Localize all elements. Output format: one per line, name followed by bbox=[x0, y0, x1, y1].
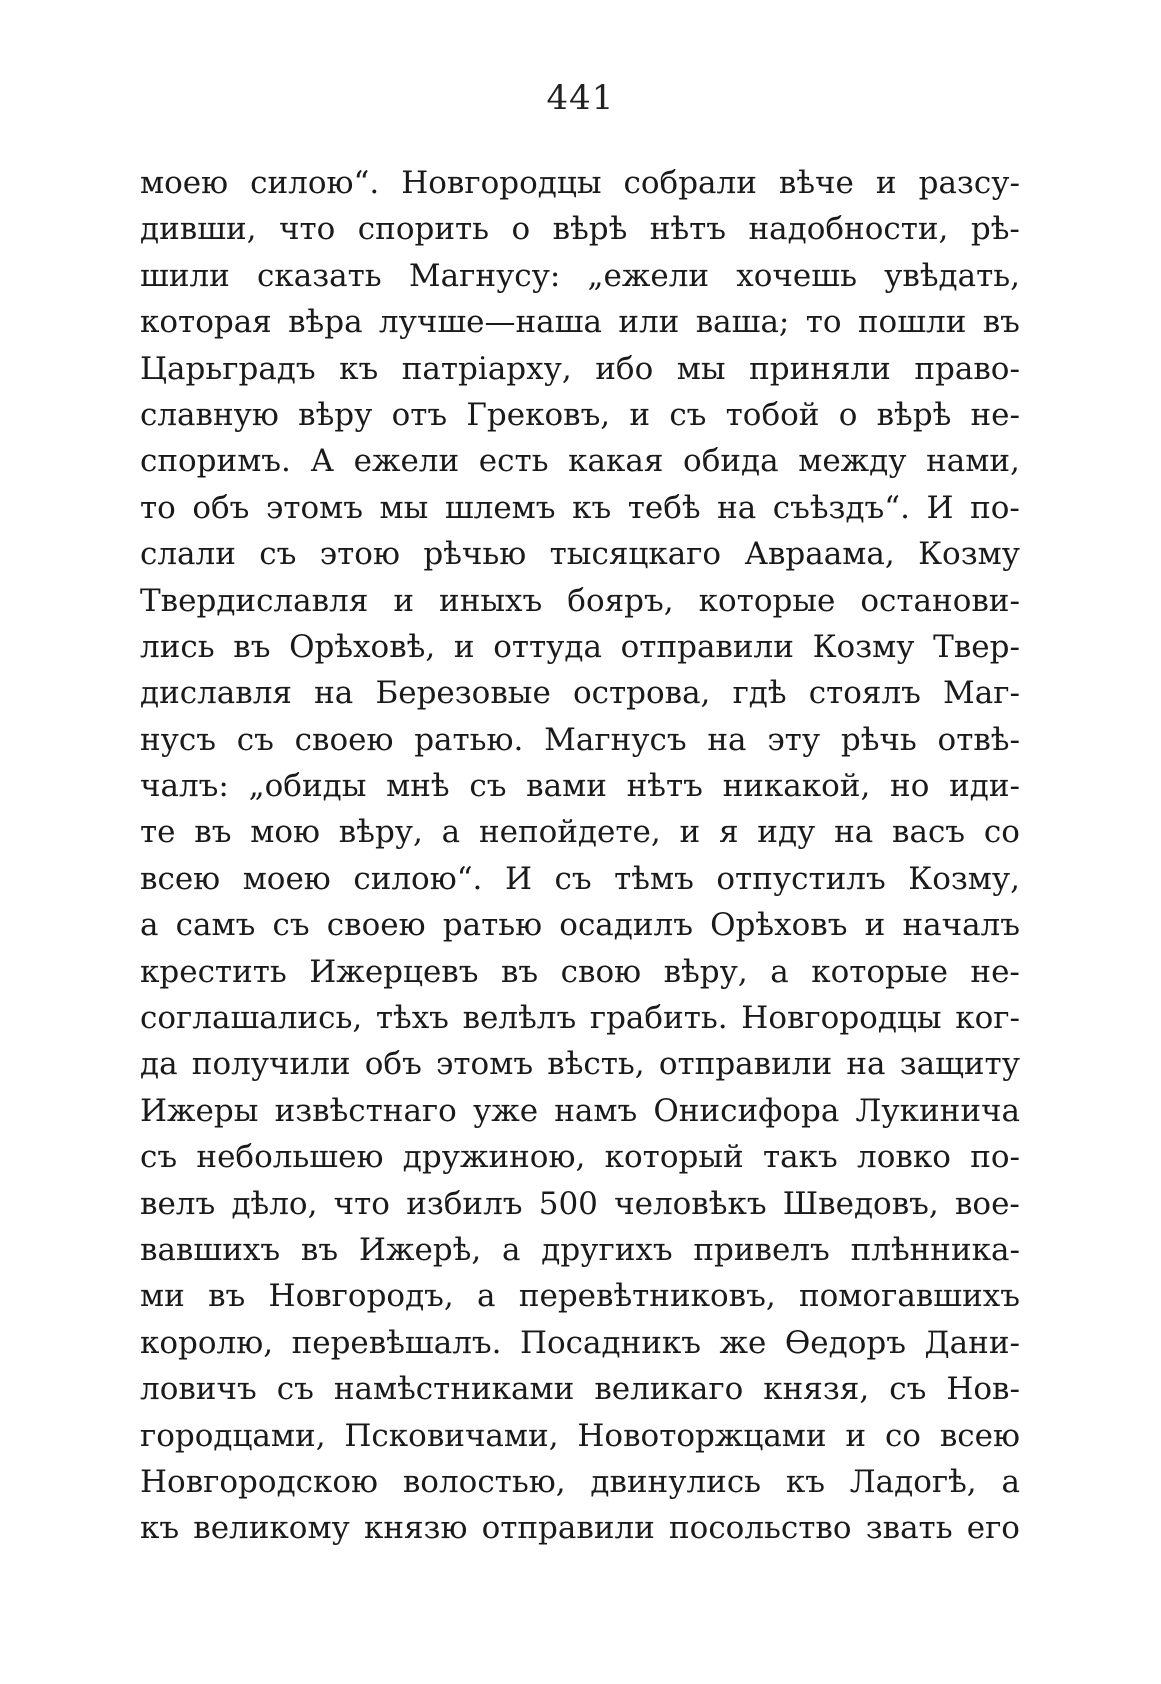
word: другихъ bbox=[541, 1231, 673, 1268]
word: въ bbox=[982, 304, 1020, 341]
word: защиту bbox=[899, 1046, 1020, 1083]
word: гдѣ bbox=[732, 675, 787, 712]
word: и bbox=[845, 1417, 867, 1454]
word: Маг- bbox=[943, 675, 1020, 712]
word: никакой, bbox=[722, 768, 871, 805]
word: те bbox=[140, 814, 176, 851]
word: въ bbox=[500, 953, 539, 990]
text-line bbox=[140, 1088, 1020, 1134]
word: и bbox=[629, 396, 651, 433]
word: человѣкъ bbox=[614, 1185, 767, 1222]
word: а bbox=[441, 814, 461, 851]
word: въ bbox=[208, 1278, 246, 1315]
word: Орѣховѣ, bbox=[289, 628, 436, 665]
word: на bbox=[717, 489, 757, 526]
word: нѣтъ bbox=[649, 211, 727, 248]
word: началъ bbox=[902, 907, 1020, 944]
text-line bbox=[140, 1505, 1020, 1551]
word: есть bbox=[478, 443, 549, 480]
word: не- bbox=[970, 396, 1020, 433]
word: и bbox=[875, 165, 897, 201]
word: И bbox=[504, 860, 532, 897]
word: Посадникъ bbox=[519, 1324, 702, 1361]
word: иду bbox=[757, 814, 816, 851]
word: шлемъ bbox=[444, 489, 556, 526]
word: Новоторжцами bbox=[577, 1417, 827, 1454]
word: нами, bbox=[926, 443, 1020, 480]
word: двинулись bbox=[590, 1463, 762, 1500]
word: небольшею bbox=[196, 1139, 384, 1176]
word: вѣче bbox=[778, 165, 854, 201]
text-line bbox=[140, 995, 1020, 1041]
text-line bbox=[140, 346, 1020, 392]
word: чалъ: bbox=[140, 768, 229, 805]
text-line bbox=[140, 299, 1020, 345]
word: соглашались, bbox=[140, 1000, 363, 1037]
word: диславля bbox=[140, 675, 292, 712]
word: вое- bbox=[954, 1185, 1020, 1222]
word: Ижерѣ, bbox=[358, 1231, 482, 1268]
word: съ bbox=[554, 860, 592, 897]
word: И bbox=[926, 489, 954, 526]
word: Грековъ, bbox=[466, 396, 611, 433]
word: силою“. bbox=[353, 860, 483, 897]
word: по- bbox=[970, 489, 1020, 526]
word: бояръ, bbox=[567, 582, 674, 619]
word: ваша; bbox=[695, 304, 790, 341]
text-line bbox=[140, 902, 1020, 948]
word: съѣздъ“. bbox=[772, 489, 910, 526]
word: ибо bbox=[595, 350, 654, 387]
word: А bbox=[310, 443, 334, 480]
word: которая bbox=[140, 304, 272, 341]
word: его bbox=[966, 1510, 1020, 1547]
word: мы bbox=[676, 350, 726, 387]
word: ежели bbox=[353, 443, 460, 480]
word: съ bbox=[259, 536, 297, 573]
word: „обиды bbox=[248, 768, 367, 805]
word: нусъ bbox=[140, 721, 216, 758]
word: я bbox=[718, 814, 739, 851]
word: слали bbox=[140, 536, 236, 573]
word: самъ bbox=[175, 907, 256, 944]
word: тѣмъ bbox=[614, 860, 694, 897]
word: останови- bbox=[860, 582, 1020, 619]
word: ког- bbox=[955, 1000, 1020, 1037]
word: вѣру bbox=[298, 396, 373, 433]
text-line bbox=[140, 1134, 1020, 1180]
word: всею bbox=[140, 860, 221, 897]
word: къ bbox=[785, 1463, 825, 1500]
word: звать bbox=[865, 1510, 953, 1547]
word: ратью bbox=[442, 907, 543, 944]
word: перевѣшалъ. bbox=[291, 1324, 502, 1361]
word: вѣрѣ bbox=[876, 396, 952, 433]
word: моею bbox=[140, 165, 229, 201]
word: пошли bbox=[857, 304, 967, 341]
word: отправили bbox=[481, 1510, 655, 1547]
word: Козму bbox=[918, 536, 1020, 573]
word: рѣчью bbox=[423, 536, 527, 573]
word: Псковичами, bbox=[344, 1417, 559, 1454]
text-line bbox=[140, 578, 1020, 624]
word: объ bbox=[364, 1046, 422, 1083]
text-line bbox=[140, 1041, 1020, 1087]
word: вавшихъ bbox=[140, 1231, 281, 1268]
word: же bbox=[719, 1324, 767, 1361]
word: этою bbox=[319, 536, 400, 573]
text-line bbox=[140, 624, 1020, 670]
word: иныхъ bbox=[439, 582, 543, 619]
text-line bbox=[140, 392, 1020, 438]
word: которые bbox=[811, 953, 948, 990]
text-line bbox=[140, 763, 1020, 809]
word: да bbox=[140, 1046, 178, 1083]
word: по- bbox=[970, 1139, 1020, 1176]
word: вѣра bbox=[288, 304, 363, 341]
text-line bbox=[140, 809, 1020, 855]
text-line bbox=[140, 1459, 1020, 1505]
word: а bbox=[502, 1231, 521, 1268]
word: силою“. bbox=[250, 165, 380, 201]
word: Козму, bbox=[908, 860, 1020, 897]
word: Новгородцы bbox=[401, 165, 602, 201]
word: увѣдать, bbox=[884, 257, 1020, 294]
word: такъ bbox=[762, 1139, 838, 1176]
word: всею bbox=[939, 1417, 1020, 1454]
word: вѣру, bbox=[338, 814, 423, 851]
word: что bbox=[333, 1185, 390, 1222]
word: а bbox=[770, 953, 789, 990]
word: обида bbox=[683, 443, 779, 480]
word: Новгородцы bbox=[741, 1000, 942, 1037]
word: князя, bbox=[763, 1371, 870, 1408]
word: а bbox=[140, 907, 159, 944]
word: отправили bbox=[658, 1046, 833, 1083]
word: со bbox=[983, 814, 1020, 851]
word: но bbox=[890, 768, 930, 805]
word: что bbox=[279, 211, 336, 248]
word: привелъ bbox=[693, 1231, 830, 1268]
text-line bbox=[140, 1181, 1020, 1227]
word: шили bbox=[140, 257, 230, 294]
word: не- bbox=[970, 953, 1020, 990]
text-line bbox=[140, 160, 1020, 206]
word: Нов- bbox=[946, 1371, 1020, 1408]
word: рѣ- bbox=[970, 211, 1020, 248]
word: намѣстниками bbox=[333, 1371, 575, 1408]
word: спорить bbox=[357, 211, 490, 248]
word: дивши, bbox=[140, 211, 257, 248]
word: о bbox=[511, 211, 531, 248]
word: дружиною, bbox=[402, 1139, 586, 1176]
word: получили bbox=[191, 1046, 351, 1083]
word: отправили bbox=[620, 628, 794, 665]
word: съ bbox=[236, 721, 274, 758]
text-line bbox=[140, 206, 1020, 252]
text-line bbox=[140, 717, 1020, 763]
word: Твер- bbox=[933, 628, 1020, 665]
word: и bbox=[453, 628, 475, 665]
word: мы bbox=[379, 489, 429, 526]
word: городцами, bbox=[140, 1417, 326, 1454]
word: собрали bbox=[623, 165, 757, 201]
word: дѣло, bbox=[231, 1185, 318, 1222]
word: который bbox=[604, 1139, 744, 1176]
text-line bbox=[140, 485, 1020, 531]
word: уже bbox=[472, 1092, 539, 1129]
word: Орѣховъ bbox=[710, 907, 848, 944]
word: объ bbox=[192, 489, 250, 526]
word: Дани- bbox=[924, 1324, 1020, 1361]
word: а bbox=[1001, 1463, 1020, 1500]
text-line bbox=[140, 1227, 1020, 1273]
word: Твердиславля bbox=[140, 582, 369, 619]
word: посольство bbox=[669, 1510, 852, 1547]
word: грабить. bbox=[589, 1000, 728, 1037]
word: стоялъ bbox=[808, 675, 921, 712]
word: 500 bbox=[538, 1185, 598, 1222]
text-line bbox=[140, 856, 1020, 902]
word: въ bbox=[300, 1231, 339, 1268]
word: Царьградъ bbox=[140, 350, 316, 387]
word: право- bbox=[914, 350, 1020, 387]
word: „ежели bbox=[587, 257, 710, 294]
word: разсу- bbox=[918, 165, 1020, 201]
word: вѣрѣ bbox=[552, 211, 628, 248]
word: Козму bbox=[812, 628, 915, 665]
word: волостью, bbox=[402, 1463, 566, 1500]
word: Новгородъ, bbox=[268, 1278, 454, 1315]
text-line bbox=[140, 949, 1020, 995]
word: тысяцкаго bbox=[549, 536, 722, 573]
word: отвѣ- bbox=[937, 721, 1020, 758]
text-line bbox=[140, 1273, 1020, 1319]
word: съ bbox=[669, 396, 707, 433]
word: на bbox=[314, 675, 354, 712]
word: въ bbox=[194, 814, 232, 851]
word: приняли bbox=[749, 350, 891, 387]
word: ловичъ bbox=[140, 1371, 257, 1408]
word: намъ bbox=[554, 1092, 638, 1129]
word: славную bbox=[140, 396, 279, 433]
word: какая bbox=[568, 443, 664, 480]
word: съ bbox=[469, 768, 507, 805]
text-line bbox=[140, 438, 1020, 484]
word: Авраама, bbox=[744, 536, 895, 573]
text-line bbox=[140, 1320, 1020, 1366]
word: Магнусу: bbox=[408, 257, 561, 294]
word: надобности, bbox=[748, 211, 949, 248]
word: велъ bbox=[140, 1185, 216, 1222]
word: великаго bbox=[594, 1371, 744, 1408]
word: лучше—наша bbox=[378, 304, 602, 341]
word: нѣтъ bbox=[626, 768, 703, 805]
word: Ѳедоръ bbox=[784, 1324, 906, 1361]
text-line bbox=[140, 253, 1020, 299]
word: острова, bbox=[572, 675, 711, 712]
word: отпустилъ bbox=[716, 860, 886, 897]
word: рѣчь bbox=[840, 721, 917, 758]
word: между bbox=[798, 443, 907, 480]
word: великому bbox=[193, 1510, 350, 1547]
word: на bbox=[834, 814, 874, 851]
word: со bbox=[884, 1417, 921, 1454]
word: ратью. bbox=[414, 721, 524, 758]
text-line bbox=[140, 1413, 1020, 1459]
word: перевѣтниковъ, bbox=[518, 1278, 776, 1315]
text-line bbox=[140, 531, 1020, 577]
word: ловко bbox=[857, 1139, 951, 1176]
word: которые bbox=[698, 582, 836, 619]
word: на bbox=[846, 1046, 886, 1083]
word: помогавшихъ bbox=[798, 1278, 1020, 1315]
word: тобой bbox=[725, 396, 820, 433]
word: мнѣ bbox=[386, 768, 450, 805]
word: васъ bbox=[892, 814, 966, 851]
word: Онисифора bbox=[653, 1092, 840, 1129]
word: сказать bbox=[257, 257, 382, 294]
word: своею bbox=[326, 907, 426, 944]
word: королю, bbox=[140, 1324, 274, 1361]
word: патріарху, bbox=[401, 350, 572, 387]
word: съ bbox=[272, 907, 310, 944]
word: избилъ bbox=[406, 1185, 523, 1222]
page-number: 441 bbox=[546, 78, 615, 118]
word: въ bbox=[233, 628, 271, 665]
word: Ижерцевъ bbox=[309, 953, 479, 990]
word: Березовые bbox=[375, 675, 551, 712]
word: то bbox=[140, 489, 176, 526]
word: Магнусъ bbox=[544, 721, 687, 758]
word: къ bbox=[572, 489, 612, 526]
word: этомъ bbox=[265, 489, 363, 526]
word: къ bbox=[339, 350, 379, 387]
word: вѣсть, bbox=[547, 1046, 645, 1083]
word: лись bbox=[140, 628, 215, 665]
word: крестить bbox=[140, 953, 287, 990]
word: вѣру, bbox=[663, 953, 748, 990]
word: къ bbox=[140, 1510, 180, 1547]
word: оттуда bbox=[493, 628, 602, 665]
word: князю bbox=[363, 1510, 468, 1547]
word: и bbox=[864, 907, 886, 944]
word: свою bbox=[560, 953, 642, 990]
word: Лукинича bbox=[855, 1092, 1020, 1129]
word: осадилъ bbox=[559, 907, 693, 944]
word: и bbox=[679, 814, 701, 851]
word: и bbox=[393, 582, 415, 619]
word: иди- bbox=[949, 768, 1020, 805]
word: съ bbox=[276, 1371, 314, 1408]
word: тѣхъ bbox=[375, 1000, 449, 1037]
word: о bbox=[838, 396, 858, 433]
word: отъ bbox=[391, 396, 448, 433]
word: мою bbox=[250, 814, 321, 851]
text-line bbox=[140, 1366, 1020, 1412]
word: непойдете, bbox=[478, 814, 661, 851]
word: эту bbox=[767, 721, 821, 758]
text-line bbox=[140, 670, 1020, 716]
word: извѣстнаго bbox=[274, 1092, 457, 1129]
word: съ bbox=[889, 1371, 927, 1408]
word: Новгородскою bbox=[140, 1463, 379, 1500]
word: съ bbox=[140, 1139, 178, 1176]
word: Ижеры bbox=[140, 1092, 259, 1129]
word: ми bbox=[140, 1278, 185, 1315]
word: вами bbox=[526, 768, 607, 805]
word: то bbox=[805, 304, 842, 341]
word: плѣнника- bbox=[850, 1231, 1020, 1268]
word: велѣлъ bbox=[462, 1000, 577, 1037]
word: а bbox=[477, 1278, 496, 1315]
word: тебѣ bbox=[627, 489, 701, 526]
body-text bbox=[140, 160, 1020, 1552]
word: споримъ. bbox=[140, 443, 291, 480]
word: хочешь bbox=[736, 257, 857, 294]
word: на bbox=[707, 721, 747, 758]
word: моею bbox=[242, 860, 331, 897]
word: Ладогѣ, bbox=[849, 1463, 977, 1500]
word: этомъ bbox=[436, 1046, 534, 1083]
word: Шведовъ, bbox=[782, 1185, 939, 1222]
word: своею bbox=[294, 721, 394, 758]
word: или bbox=[618, 304, 680, 341]
